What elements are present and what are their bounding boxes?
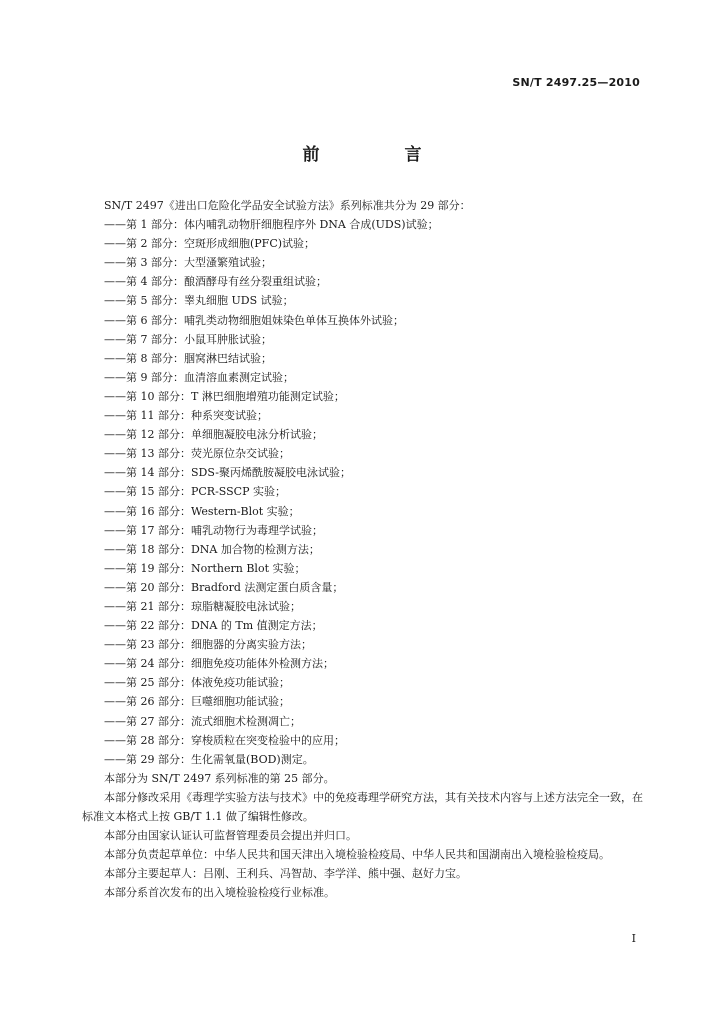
part-item: ——第 16 部分：Western-Blot 实验； [104, 504, 300, 518]
part-item: ——第 24 部分：细胞免疫功能体外检测方法； [104, 657, 334, 671]
part-item: ——第 23 部分：细胞器的分离实验方法； [104, 638, 312, 652]
part-item: ——第 17 部分：哺乳动物行为毒理学试验； [104, 523, 323, 537]
paragraph: 本部分为 SN/T 2497 系列标准的第 25 部分。 [104, 771, 335, 785]
part-item: ——第 1 部分：体内哺乳动物肝细胞程序外 DNA 合成(UDS)试验； [104, 218, 439, 232]
part-item: ——第 6 部分：哺乳类动物细胞姐妹染色单体互换体外试验； [104, 313, 404, 327]
part-item: ——第 14 部分：SDS-聚丙烯酰胺凝胶电泳试验； [104, 466, 351, 480]
paragraph: 本部分系首次发布的出入境检验检疫行业标准。 [104, 886, 335, 900]
part-item: ——第 27 部分：流式细胞术检测凋亡； [104, 714, 301, 728]
part-item: ——第 18 部分：DNA 加合物的检测方法； [104, 542, 320, 556]
part-item: ——第 3 部分：大型溞繁殖试验； [104, 256, 272, 270]
part-item: ——第 7 部分：小鼠耳肿胀试验； [104, 332, 272, 346]
paragraph: 本部分负责起草单位：中华人民共和国天津出入境检验检疫局、中华人民共和国湖南出入境检验检疫局。 [104, 848, 610, 862]
part-item: ——第 20 部分：Bradford 法测定蛋白质含量； [104, 580, 344, 594]
part-item: ——第 28 部分：穿梭质粒在突变检验中的应用； [104, 733, 345, 747]
part-item: ——第 19 部分：Northern Blot 实验； [104, 561, 306, 575]
part-item: ——第 29 部分：生化需氧量(BOD)测定。 [104, 752, 314, 766]
part-item: ——第 21 部分：琼脂糖凝胶电泳试验； [104, 599, 301, 613]
page-number: I [631, 932, 636, 945]
part-item: ——第 12 部分：单细胞凝胶电泳分析试验； [104, 428, 323, 442]
part-item: ——第 4 部分：酿酒酵母有丝分裂重组试验； [104, 275, 327, 289]
part-item: ——第 25 部分：体液免疫功能试验； [104, 676, 290, 690]
standard-number: SN/T 2497.25—2010 [512, 76, 640, 89]
part-item: ——第 5 部分：睾丸细胞 UDS 试验； [104, 294, 294, 308]
parts-list [82, 215, 652, 769]
part-item: ——第 10 部分：T 淋巴细胞增殖功能测定试验； [104, 389, 345, 403]
part-item: ——第 2 部分：空斑形成细胞(PFC)试验； [104, 237, 316, 251]
part-item: ——第 9 部分：血清溶血素测定试验； [104, 370, 294, 384]
part-item: ——第 26 部分：巨噬细胞功能试验； [104, 695, 290, 709]
paragraph: 本部分由国家认证认可监督管理委员会提出并归口。 [104, 829, 357, 843]
foreword-body [82, 196, 652, 902]
part-item: ——第 22 部分：DNA 的 Tm 值测定方法； [104, 619, 323, 633]
paragraphs [82, 769, 652, 903]
part-item: ——第 15 部分：PCR-SSCP 实验； [104, 485, 286, 499]
paragraph: 本部分主要起草人：吕刚、王利兵、冯智劼、李学洋、熊中强、赵好力宝。 [104, 867, 467, 881]
part-item: ——第 11 部分：种系突变试验； [104, 409, 268, 423]
paragraph: 本部分修改采用《毒理学实验方法与技术》中的免疫毒理学研究方法，其有关技术内容与上述方法完全一致，在标准文本格式上按 GB/T 1.1 做了编辑性修改。 [82, 790, 643, 823]
part-item: ——第 13 部分：荧光原位杂交试验； [104, 447, 290, 461]
intro-line: SN/T 2497《进出口危险化学品安全试验方法》系列标准共分为 29 部分： [104, 199, 471, 212]
page-title: 前 言 [302, 145, 456, 165]
part-item: ——第 8 部分：腘窝淋巴结试验； [104, 351, 272, 365]
